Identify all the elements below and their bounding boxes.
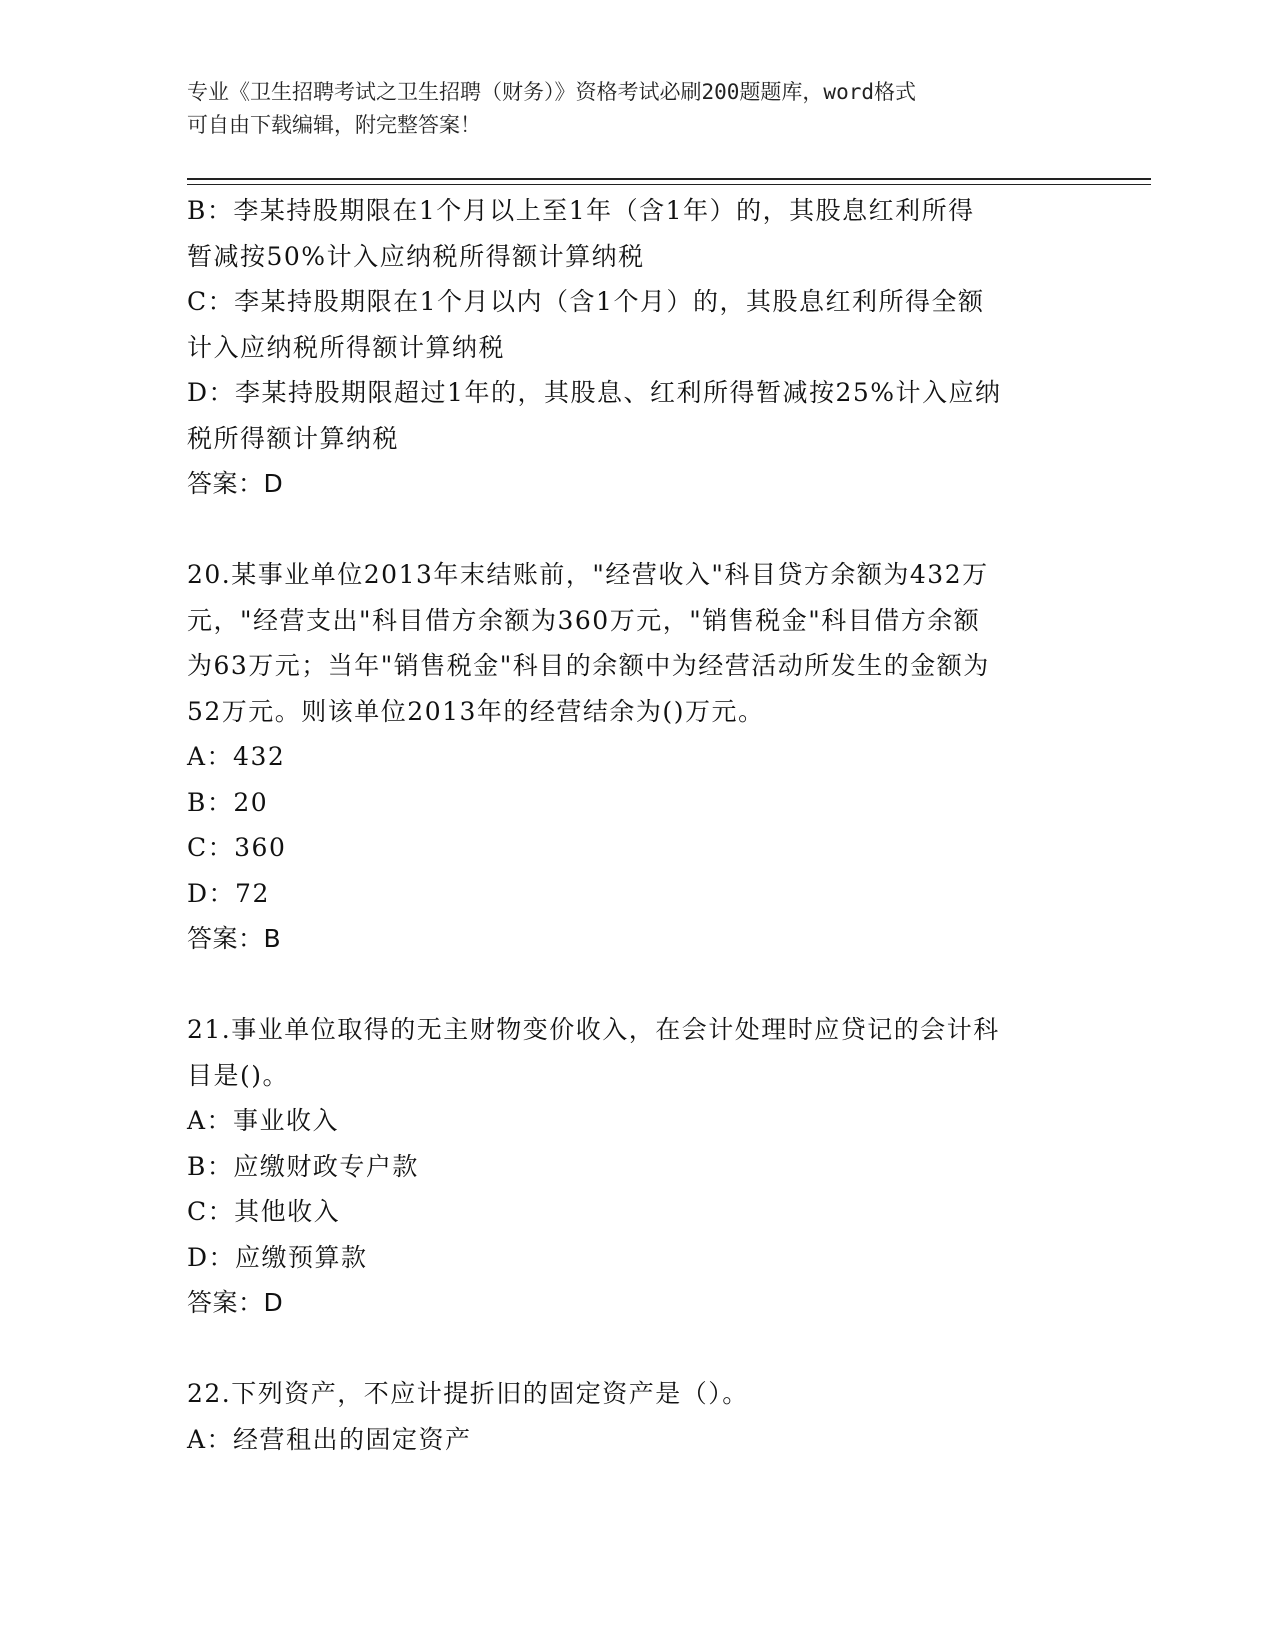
spacer [187,1326,1087,1372]
question-stem-line: 目是()。 [187,1060,290,1090]
option-a: A：经营租出的固定资产 [187,1424,472,1454]
question-20 [187,552,1087,962]
header-line-1: 专业《卫生招聘考试之卫生招聘（财务）》资格考试必刷200题题库，word格式 [187,80,916,104]
option-c-line: 计入应纳税所得额计算纳税 [187,332,506,362]
option-c-line: C：李某持股期限在1个月以内（含1个月）的，其股息红利所得全额 [187,287,985,316]
question-21 [187,1007,1087,1326]
option-c: C：360 [187,833,287,862]
option-b: B：应缴财政专户款 [187,1151,419,1181]
document-header [187,76,1067,142]
answer-line: 答案：D [187,1288,284,1317]
option-a: A：事业收入 [187,1106,340,1135]
header-divider-thick [187,178,1151,180]
document-body [187,188,1087,1462]
option-c: C：其他收入 [187,1197,341,1226]
spacer [187,962,1087,1008]
answer-line: 答案：D [187,469,284,498]
question-stem-line: 22.下列资产，不应计提折旧的固定资产是（）。 [187,1379,749,1408]
question-stem-line: 为63万元；当年"销售税金"科目的余额中为经营活动所发生的金额为 [187,651,990,680]
option-d-line: D：李某持股期限超过1年的，其股息、红利所得暂减按25%计入应纳 [187,378,1002,407]
option-b: B：20 [187,787,269,817]
option-d: D：应缴预算款 [187,1242,368,1272]
option-b-line: 暂减按50%计入应纳税所得额计算纳税 [187,241,645,271]
answer-line: 答案：B [187,924,282,953]
header-line-2: 可自由下载编辑，附完整答案！ [187,113,481,137]
previous-question [187,188,1087,507]
option-b-line: B：李某持股期限在1个月以上至1年（含1年）的，其股息红利所得 [187,196,975,225]
option-d: D：72 [187,878,270,908]
question-stem-line: 21.事业单位取得的无主财物变价收入，在会计处理时应贷记的会计科 [187,1015,1000,1044]
question-22 [187,1371,1087,1462]
question-stem-line: 20.某事业单位2013年末结账前，"经营收入"科目贷方余额为432万 [187,560,989,589]
question-stem-line: 52万元。则该单位2013年的经营结余为()万元。 [187,696,765,726]
option-a: A：432 [187,742,286,771]
header-divider-thin [187,184,1151,185]
question-stem-line: 元，"经营支出"科目借方余额为360万元，"销售税金"科目借方余额 [187,605,981,635]
spacer [187,507,1087,553]
option-d-line: 税所得额计算纳税 [187,423,400,453]
